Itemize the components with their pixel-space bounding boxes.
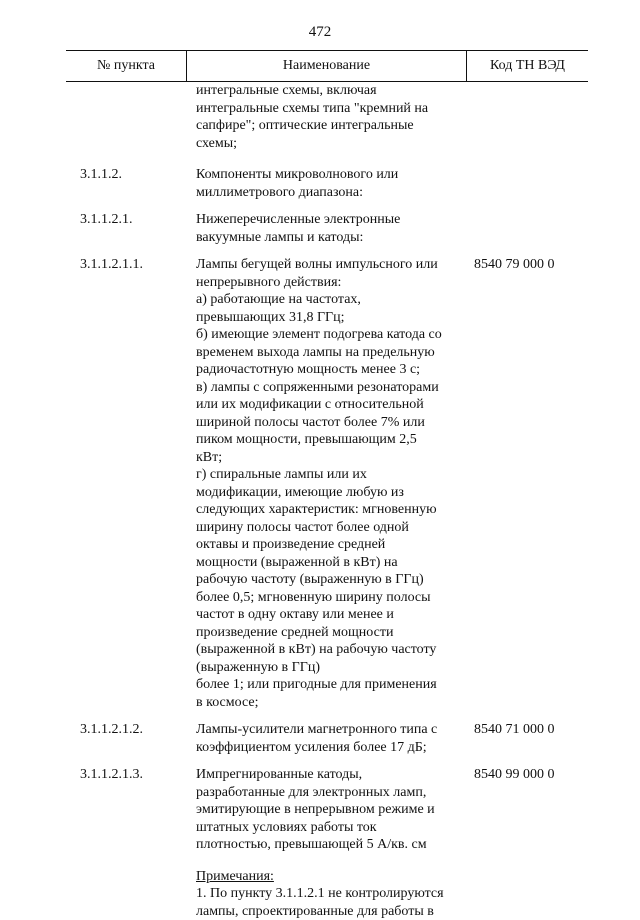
- row-code: [466, 82, 588, 152]
- row-number: 3.1.1.2.1.3.: [66, 766, 186, 854]
- row-number: 3.1.1.2.1.1.: [66, 256, 186, 711]
- row-name: [186, 166, 466, 201]
- name-line: Импрегнированные катоды,: [196, 766, 460, 784]
- table-row: [66, 766, 588, 854]
- name-line: (выраженную в ГГц): [196, 659, 460, 677]
- name-line: штатных условиях работы ток: [196, 819, 460, 837]
- row-name: [186, 721, 466, 756]
- classification-table: [66, 50, 588, 920]
- header-code: Код ТН ВЭД: [466, 51, 588, 81]
- name-line: пиком мощности, превышающим 2,5: [196, 431, 460, 449]
- name-line: вакуумные лампы и катоды:: [196, 229, 460, 247]
- row-code: [466, 211, 588, 246]
- name-line: плотностью, превышающей 5 А/кв. см: [196, 836, 460, 854]
- name-line: миллиметрового диапазона:: [196, 184, 460, 202]
- table-row: [66, 166, 588, 201]
- row-name: [186, 211, 466, 246]
- name-line: Нижеперечисленные электронные: [196, 211, 460, 229]
- notes-row: [66, 868, 588, 920]
- notes: [186, 868, 466, 920]
- table-row: [66, 721, 588, 756]
- name-line: б) имеющие элемент подогрева катода со: [196, 326, 460, 344]
- name-line: Лампы-усилители магнетронного типа с: [196, 721, 460, 739]
- table-body: [66, 82, 588, 920]
- row-number: 3.1.1.2.: [66, 166, 186, 201]
- name-line: следующих характеристик: мгновенную: [196, 501, 460, 519]
- name-line: в) лампы с сопряженными резонаторами: [196, 379, 460, 397]
- header-name: Наименование: [186, 51, 466, 81]
- table-row: [66, 256, 588, 711]
- name-line: радиочастотную мощность менее 3 с;: [196, 361, 460, 379]
- name-line: интегральные схемы, включая: [196, 82, 460, 100]
- name-line: коэффициентом усиления более 17 дБ;: [196, 739, 460, 757]
- name-line: схемы;: [196, 135, 460, 153]
- name-line: модификации, имеющие любую из: [196, 484, 460, 502]
- name-line: произведение средней мощности: [196, 624, 460, 642]
- row-name: [186, 256, 466, 711]
- name-line: временем выхода лампы на предельную: [196, 344, 460, 362]
- name-line: более 1; или пригодные для применения: [196, 676, 460, 694]
- name-line: сапфире"; оптические интегральные: [196, 117, 460, 135]
- name-line: октавы и произведение средней: [196, 536, 460, 554]
- page-number: 472: [0, 24, 640, 41]
- name-line: более 0,5; мгновенную ширину полосы: [196, 589, 460, 607]
- name-line: разработанные для электронных ламп,: [196, 784, 460, 802]
- name-line: Компоненты микроволнового или: [196, 166, 460, 184]
- name-line: интегральные схемы типа "кремний на: [196, 100, 460, 118]
- notes-line: лампы, спроектированные для работы в: [196, 903, 460, 920]
- name-line: эмитирующие в непрерывном режиме и: [196, 801, 460, 819]
- name-line: а) работающие на частотах,: [196, 291, 460, 309]
- table-header: [66, 50, 588, 82]
- name-line: ширину полосы частот более одной: [196, 519, 460, 537]
- row-code: 8540 99 000 0: [466, 766, 588, 854]
- row-number: [66, 82, 186, 152]
- name-line: частот в одну октаву или менее и: [196, 606, 460, 624]
- name-line: превышающих 31,8 ГГц;: [196, 309, 460, 327]
- name-line: Лампы бегущей волны импульсного или: [196, 256, 460, 274]
- row-code: 8540 71 000 0: [466, 721, 588, 756]
- name-line: в космосе;: [196, 694, 460, 712]
- notes-title: Примечания:: [196, 868, 460, 886]
- name-line: (выраженной в кВт) на рабочую частоту: [196, 641, 460, 659]
- header-number: № пункта: [66, 51, 186, 81]
- row-name: [186, 766, 466, 854]
- table-row: [66, 211, 588, 246]
- name-line: рабочую частоту (выраженную в ГГц): [196, 571, 460, 589]
- name-line: кВт;: [196, 449, 460, 467]
- name-line: или их модификации с относительной: [196, 396, 460, 414]
- name-line: шириной полосы частот более 7% или: [196, 414, 460, 432]
- table-row: [66, 82, 588, 152]
- name-line: г) спиральные лампы или их: [196, 466, 460, 484]
- notes-line: 1. По пункту 3.1.1.2.1 не контролируются: [196, 885, 460, 903]
- name-line: непрерывного действия:: [196, 274, 460, 292]
- row-code: [466, 166, 588, 201]
- row-name: [186, 82, 466, 152]
- row-number: 3.1.1.2.1.2.: [66, 721, 186, 756]
- name-line: мощности (выраженной в кВт) на: [196, 554, 460, 572]
- row-number: 3.1.1.2.1.: [66, 211, 186, 246]
- row-code: 8540 79 000 0: [466, 256, 588, 711]
